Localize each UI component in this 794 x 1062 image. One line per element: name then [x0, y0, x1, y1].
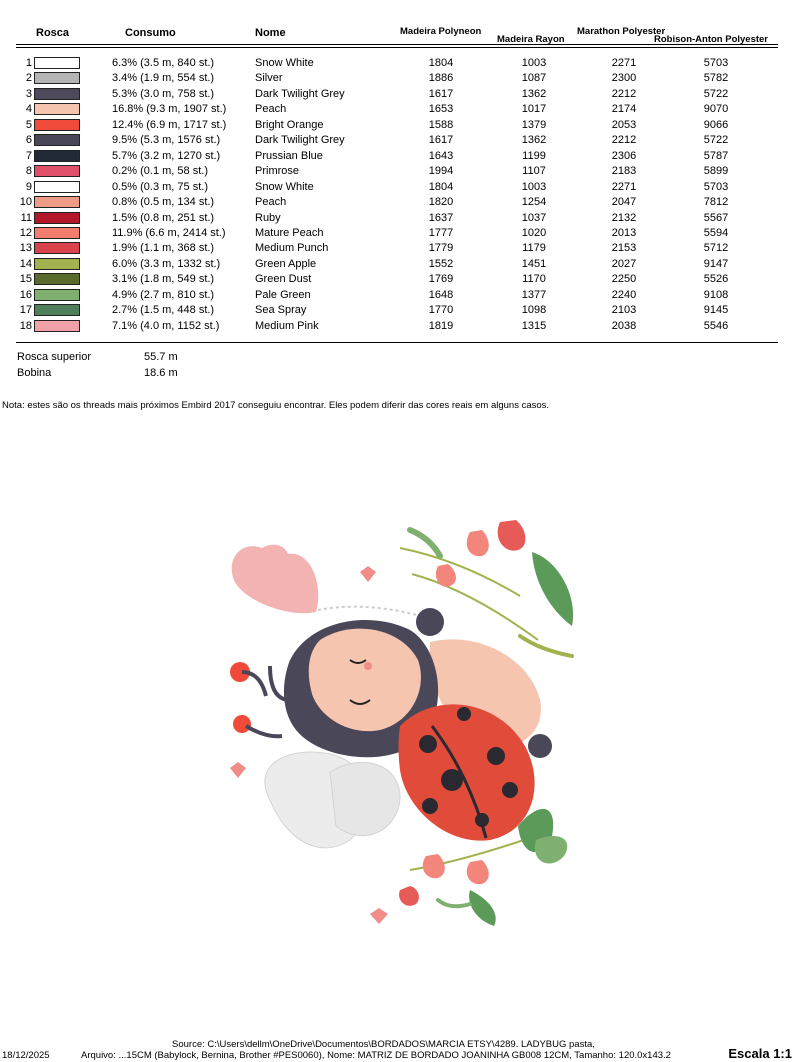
thread-name: Peach: [255, 103, 287, 116]
thread-name: Prussian Blue: [255, 149, 323, 162]
madeira-rayon-code: 1037: [521, 211, 547, 224]
thread-consumo: 5.3% (3.0 m, 758 st.): [112, 87, 215, 100]
header-rule-bottom: [16, 47, 778, 48]
header-madeira-rayon: Madeira Rayon: [497, 34, 565, 45]
madeira-rayon-code: 1362: [521, 134, 547, 147]
thread-color-swatch: [34, 304, 80, 316]
scale-label: Escala 1:1: [728, 1046, 792, 1061]
madeira-polyneon-code: 1588: [428, 118, 454, 131]
thread-number: 17: [19, 304, 32, 317]
header-madeira-polyneon: Madeira Polyneon: [400, 26, 482, 37]
thread-number: 8: [25, 165, 32, 178]
thread-color-swatch: [34, 181, 80, 193]
thread-name: Mature Peach: [255, 226, 324, 239]
marathon-code: 2240: [611, 288, 637, 301]
madeira-rayon-code: 1087: [521, 72, 547, 85]
thread-consumo: 6.3% (3.5 m, 840 st.): [112, 57, 215, 69]
thread-color-swatch: [34, 72, 80, 84]
thread-color-swatch: [34, 196, 80, 208]
thread-consumo: 0.5% (0.3 m, 75 st.): [112, 180, 208, 193]
header-marathon: Marathon Polyester: [577, 26, 666, 37]
madeira-rayon-code: 1179: [522, 242, 546, 255]
ladybug-embroidery-image: [200, 500, 600, 940]
robison-anton-code: 9066: [703, 118, 729, 131]
thread-name: Medium Pink: [255, 319, 319, 332]
robison-anton-code: 9145: [703, 304, 729, 317]
thread-number: 15: [19, 273, 32, 286]
thread-number: 3: [25, 87, 32, 100]
thread-consumo: 1.5% (0.8 m, 251 st.): [112, 211, 215, 224]
marathon-code: 2013: [611, 226, 637, 239]
thread-color-swatch: [34, 57, 80, 69]
thread-number: 7: [25, 149, 32, 162]
thread-consumo: 4.9% (2.7 m, 810 st.): [112, 288, 215, 301]
thread-consumo: 3.1% (1.8 m, 549 st.): [112, 273, 215, 286]
thread-consumo: 0.2% (0.1 m, 58 st.): [112, 165, 208, 178]
robison-anton-code: 5703: [703, 57, 729, 69]
thread-consumo: 9.5% (5.3 m, 1576 st.): [112, 134, 221, 147]
madeira-polyneon-code: 1886: [428, 72, 454, 85]
marathon-code: 2153: [611, 242, 637, 255]
thread-consumo: 2.7% (1.5 m, 448 st.): [112, 304, 215, 317]
rosca-superior-value: 55.7 m: [144, 351, 178, 363]
madeira-polyneon-code: 1820: [428, 196, 454, 209]
thread-number: 1: [25, 57, 32, 69]
bobina-label: Bobina: [17, 367, 52, 379]
thread-row: [16, 226, 778, 242]
robison-anton-code: 7812: [703, 196, 729, 209]
marathon-code: 2250: [611, 273, 637, 286]
robison-anton-code: 5526: [703, 273, 729, 286]
thread-number: 12: [19, 226, 32, 239]
thread-color-swatch: [34, 242, 80, 254]
thread-row: [16, 87, 778, 103]
madeira-polyneon-code: 1779: [428, 242, 454, 255]
marathon-code: 2174: [611, 103, 637, 116]
madeira-polyneon-code: 1804: [428, 57, 454, 69]
thread-number: 16: [19, 288, 32, 301]
madeira-polyneon-code: 1769: [428, 273, 454, 286]
marathon-code: 2027: [611, 257, 637, 270]
marathon-code: 2300: [611, 72, 637, 85]
thread-name: Pale Green: [255, 288, 311, 301]
thread-consumo: 0.8% (0.5 m, 134 st.): [112, 196, 215, 209]
thread-row: [16, 272, 778, 288]
robison-anton-code: 5787: [703, 149, 729, 162]
madeira-polyneon-code: 1994: [428, 165, 454, 178]
madeira-polyneon-code: 1637: [428, 211, 454, 224]
robison-anton-code: 9147: [703, 257, 729, 270]
thread-color-swatch: [34, 88, 80, 100]
thread-number: 14: [19, 257, 32, 270]
thread-number: 9: [25, 180, 32, 193]
thread-consumo: 5.7% (3.2 m, 1270 st.): [112, 149, 221, 162]
thread-consumo: 1.9% (1.1 m, 368 st.): [112, 242, 215, 255]
thread-color-swatch: [34, 320, 80, 332]
table-rule-bottom: [16, 342, 778, 343]
thread-color-swatch: [34, 258, 80, 270]
thread-number: 18: [19, 319, 32, 332]
robison-anton-code: 5782: [703, 72, 729, 85]
thread-color-swatch: [34, 134, 80, 146]
footer-arquivo: Arquivo: ...15CM (Babylock, Bernina, Brother #PES0060), Nome: MATRIZ DE BORDADO JOANINHA GB008 12CM, Tamanho: 120.0x143.2: [81, 1050, 671, 1061]
thread-row: [16, 257, 778, 273]
header-nome: Nome: [255, 27, 286, 39]
marathon-code: 2103: [611, 304, 637, 317]
marathon-code: 2183: [611, 165, 637, 178]
thread-color-swatch: [34, 165, 80, 177]
madeira-polyneon-code: 1552: [428, 257, 454, 270]
madeira-polyneon-code: 1770: [428, 304, 454, 317]
robison-anton-code: 5567: [703, 211, 729, 224]
thread-name: Bright Orange: [255, 118, 324, 131]
header-consumo: Consumo: [125, 27, 176, 39]
madeira-polyneon-code: 1777: [428, 226, 454, 239]
thread-name: Snow White: [255, 57, 314, 69]
thread-number: 10: [19, 196, 32, 209]
thread-color-swatch: [34, 150, 80, 162]
thread-color-swatch: [34, 103, 80, 115]
marathon-code: 2212: [611, 134, 637, 147]
robison-anton-code: 5722: [703, 134, 729, 147]
madeira-polyneon-code: 1653: [428, 103, 454, 116]
marathon-code: 2047: [611, 196, 637, 209]
madeira-rayon-code: 1315: [521, 319, 547, 332]
madeira-rayon-code: 1199: [522, 149, 546, 162]
thread-name: Peach: [255, 196, 287, 209]
madeira-rayon-code: 1020: [521, 226, 547, 239]
thread-row: [16, 303, 778, 319]
robison-anton-code: 5712: [703, 242, 729, 255]
thread-row: [16, 133, 778, 149]
thread-color-swatch: [34, 119, 80, 131]
madeira-polyneon-code: 1617: [428, 134, 454, 147]
thread-color-swatch: [34, 289, 80, 301]
madeira-rayon-code: 1362: [521, 87, 547, 100]
thread-color-swatch: [34, 227, 80, 239]
thread-name: Medium Punch: [255, 242, 329, 255]
thread-name: Green Apple: [255, 257, 317, 270]
thread-consumo: 11.9% (6.6 m, 2414 st.): [112, 226, 226, 239]
madeira-rayon-code: 1107: [522, 165, 546, 178]
rosca-superior-label: Rosca superior: [17, 351, 91, 363]
robison-anton-code: 5703: [703, 180, 729, 193]
thread-row: [16, 288, 778, 304]
thread-name: Ruby: [255, 211, 281, 224]
madeira-rayon-code: 1003: [521, 180, 547, 193]
madeira-rayon-code: 1379: [521, 118, 547, 131]
marathon-code: 2271: [611, 180, 637, 193]
thread-row: [16, 102, 778, 118]
thread-consumo: 3.4% (1.9 m, 554 st.): [112, 72, 215, 85]
thread-number: 4: [25, 103, 32, 116]
thread-name: Sea Spray: [255, 304, 307, 317]
thread-consumo: 16.8% (9.3 m, 1907 st.): [112, 103, 227, 116]
thread-number: 6: [25, 134, 32, 147]
madeira-rayon-code: 1170: [522, 273, 546, 286]
madeira-polyneon-code: 1819: [428, 319, 454, 332]
thread-number: 5: [25, 118, 32, 131]
madeira-polyneon-code: 1643: [428, 149, 454, 162]
madeira-rayon-code: 1254: [521, 196, 547, 209]
thread-row: [16, 241, 778, 257]
marathon-code: 2132: [611, 211, 637, 224]
madeira-polyneon-code: 1804: [428, 180, 454, 193]
thread-name: Silver: [255, 72, 283, 85]
footer-date: 18/12/2025: [2, 1050, 50, 1061]
footer-source: Source: C:\Users\dellm\OneDrive\Documentos\BORDADOS\MARCIA ETSY\4289. LADYBUG pasta,: [172, 1039, 595, 1050]
robison-anton-code: 5899: [703, 165, 729, 178]
thread-row: [16, 56, 778, 72]
madeira-rayon-code: 1098: [521, 304, 547, 317]
marathon-code: 2038: [611, 319, 637, 332]
thread-name: Primrose: [255, 165, 300, 178]
header-robison: Robison-Anton Polyester: [654, 34, 769, 45]
thread-color-swatch: [34, 212, 80, 224]
thread-row: [16, 71, 778, 87]
thread-row: [16, 164, 778, 180]
robison-anton-code: 5722: [703, 87, 729, 100]
header-rule-top: [16, 44, 778, 45]
madeira-polyneon-code: 1648: [428, 288, 454, 301]
robison-anton-code: 5546: [703, 319, 729, 332]
thread-row: [16, 180, 778, 196]
marathon-code: 2271: [611, 57, 637, 69]
marathon-code: 2053: [611, 118, 637, 131]
madeira-rayon-code: 1017: [521, 103, 547, 116]
disclaimer-note: Nota: estes são os threads mais próximos Embird 2017 conseguiu encontrar. Eles podem diferir das cores reais em alguns casos.: [2, 400, 550, 411]
thread-name: Dark Twilight Grey: [255, 87, 345, 100]
madeira-rayon-code: 1003: [521, 57, 547, 69]
thread-row: [16, 195, 778, 211]
thread-name: Snow White: [255, 180, 314, 193]
thread-number: 2: [25, 72, 32, 85]
madeira-rayon-code: 1377: [521, 288, 547, 301]
marathon-code: 2306: [611, 149, 637, 162]
robison-anton-code: 9108: [703, 288, 729, 301]
thread-consumo: 6.0% (3.3 m, 1332 st.): [112, 257, 221, 270]
robison-anton-code: 5594: [703, 226, 729, 239]
thread-name: Green Dust: [255, 273, 312, 286]
robison-anton-code: 9070: [703, 103, 729, 116]
header-rosca: Rosca: [36, 27, 70, 39]
madeira-rayon-code: 1451: [521, 257, 547, 270]
thread-row: [16, 149, 778, 165]
thread-row: [16, 118, 778, 134]
madeira-polyneon-code: 1617: [428, 87, 454, 100]
thread-consumo: 7.1% (4.0 m, 1152 st.): [112, 319, 220, 332]
thread-name: Dark Twilight Grey: [255, 134, 345, 147]
thread-consumo: 12.4% (6.9 m, 1717 st.): [112, 118, 227, 131]
thread-row: [16, 319, 778, 335]
thread-color-swatch: [34, 273, 80, 285]
thread-number: 13: [19, 242, 32, 255]
marathon-code: 2212: [611, 87, 637, 100]
thread-number: 11: [20, 211, 32, 224]
bobina-value: 18.6 m: [144, 367, 178, 379]
thread-row: [16, 211, 778, 227]
